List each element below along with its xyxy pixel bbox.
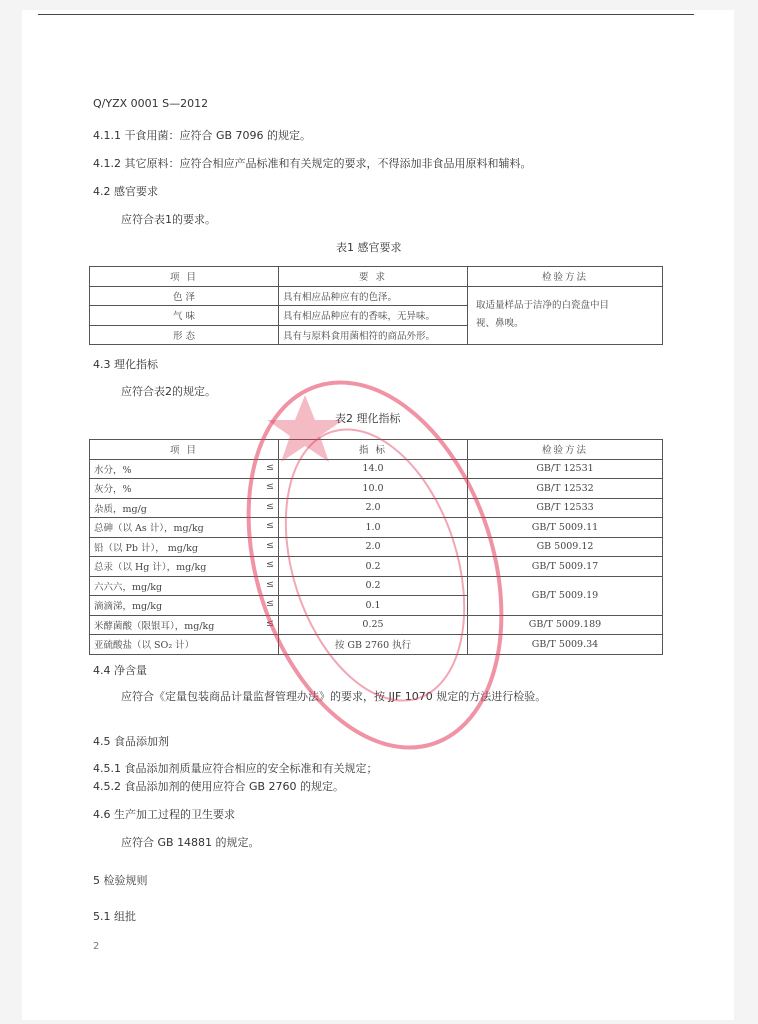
table2-header-item: 项 目: [90, 440, 279, 460]
table2-value: 2.0: [279, 498, 468, 518]
table2-item-cell: [90, 596, 279, 616]
less-equal-symbol: ≤: [266, 520, 274, 532]
table2-value: 0.2: [279, 557, 468, 577]
page-number: 2: [93, 941, 100, 952]
less-equal-symbol: ≤: [266, 500, 274, 512]
table1-item: 色 泽: [90, 286, 279, 306]
clause-4-5-1: 4.5.1 食品添加剂质量应符合相应的安全标准和有关规定；: [93, 762, 378, 775]
clause-4-5-2: 4.5.2 食品添加剂的使用应符合 GB 2760 的规定。: [93, 780, 345, 793]
table1-item: 气 味: [90, 306, 279, 326]
table2-method: GB/T 5009.34: [468, 635, 663, 655]
table1-requirement: 具有与原料食用菌相符的商品外形。: [279, 325, 468, 345]
table2-item-cell: [90, 459, 279, 479]
table2-value: 10.0: [279, 479, 468, 499]
table1-item: 形 态: [90, 325, 279, 345]
clause-4-4-title: 4.4 净含量: [93, 664, 147, 677]
clause-4-1-1: 4.1.1 干食用菌：应符合 GB 7096 的规定。: [93, 129, 312, 142]
table2-item-cell: [90, 635, 279, 655]
clause-4-6-title: 4.6 生产加工过程的卫生要求: [93, 808, 235, 821]
table2-value: 0.25: [279, 615, 468, 635]
clause-4-2-title: 4.2 感官要求: [93, 185, 158, 198]
less-equal-symbol: ≤: [266, 461, 274, 473]
table2-item: 杂质，mg/g: [94, 503, 147, 515]
table2-method: GB 5009.12: [468, 537, 663, 557]
table2-method: GB/T 12531: [468, 459, 663, 479]
table2-value: 按 GB 2760 执行: [279, 635, 468, 655]
table2-value: 1.0: [279, 518, 468, 538]
clause-5-1-title: 5.1 组批: [93, 910, 136, 923]
clause-4-5-title: 4.5 食品添加剂: [93, 735, 169, 748]
table2-item: 总汞（以 Hg 计），mg/kg: [94, 562, 207, 574]
table1-caption: 表1 感官要求: [336, 241, 402, 254]
table-sensory: [89, 266, 663, 345]
table1-header-method: 检验方法: [468, 267, 663, 287]
table2-method: GB/T 12533: [468, 498, 663, 518]
less-equal-symbol: ≤: [266, 617, 274, 629]
table2-item: 六六六，mg/kg: [94, 581, 163, 593]
clause-4-3-title: 4.3 理化指标: [93, 358, 158, 371]
table2-item: 总砷（以 As 计），mg/kg: [94, 523, 204, 535]
table2-value: 2.0: [279, 537, 468, 557]
table2-method: GB/T 12532: [468, 479, 663, 499]
table2-item-cell: [90, 615, 279, 635]
table1-header-item: 项 目: [90, 267, 279, 287]
table1-header-requirement: 要 求: [279, 267, 468, 287]
standard-code: Q/YZX 0001 S—2012: [93, 97, 209, 110]
table2-caption: 表2 理化指标: [335, 412, 401, 425]
table2-item: 灰分，%: [94, 484, 132, 496]
clause-5-title: 5 检验规则: [93, 874, 148, 887]
table1-method-line1: 取适量样品于洁净的白瓷盘中目: [476, 300, 610, 312]
table2-value: 0.1: [279, 596, 468, 616]
table2-item: 滴滴涕，mg/kg: [94, 601, 163, 613]
table1-requirement: 具有相应品种应有的色泽。: [279, 286, 468, 306]
table2-header-method: 检验方法: [468, 440, 663, 460]
table2-method: GB/T 5009.189: [468, 615, 663, 635]
table2-item-cell: [90, 557, 279, 577]
table2-item: 米酵菌酸（限银耳），mg/kg: [94, 620, 215, 632]
clause-4-1-2: 4.1.2 其它原料：应符合相应产品标准和有关规定的要求，不得添加非食品用原料和辅料。: [93, 157, 532, 170]
table1-requirement: 具有相应品种应有的香味，无异味。: [279, 306, 468, 326]
table2-method: GB/T 5009.19: [468, 576, 663, 615]
less-equal-symbol: ≤: [266, 559, 274, 571]
header-rule: [38, 14, 694, 15]
table2-item-cell: [90, 498, 279, 518]
table2-method: GB/T 5009.11: [468, 518, 663, 538]
less-equal-symbol: ≤: [266, 578, 274, 590]
less-equal-symbol: ≤: [266, 481, 274, 493]
table2-value: 14.0: [279, 459, 468, 479]
clause-4-4-body: 应符合《定量包装商品计量监督管理办法》的要求，按 JJF 1070 规定的方法进行检验。: [121, 690, 547, 703]
table1-method-line2: 视、鼻嗅。: [476, 318, 524, 330]
table2-item-cell: [90, 537, 279, 557]
clause-4-3-body: 应符合表2的规定。: [121, 385, 216, 398]
clause-4-6-body: 应符合 GB 14881 的规定。: [121, 836, 260, 849]
table2-item-cell: [90, 479, 279, 499]
table2-value: 0.2: [279, 576, 468, 596]
table2-item-cell: [90, 576, 279, 596]
table2-item: 水分，%: [94, 464, 132, 476]
table1-method: [468, 286, 663, 345]
table2-header-index: 指 标: [279, 440, 468, 460]
table2-method: GB/T 5009.17: [468, 557, 663, 577]
less-equal-symbol: ≤: [266, 539, 274, 551]
table2-item: 铅（以 Pb 计）， mg/kg: [94, 542, 198, 554]
table2-item-cell: [90, 518, 279, 538]
clause-4-2-body: 应符合表1的要求。: [121, 213, 216, 226]
less-equal-symbol: ≤: [266, 598, 274, 610]
table2-item: 亚硫酸盐（以 SO₂ 计）: [94, 640, 195, 652]
table-physicochemical: [89, 439, 663, 655]
